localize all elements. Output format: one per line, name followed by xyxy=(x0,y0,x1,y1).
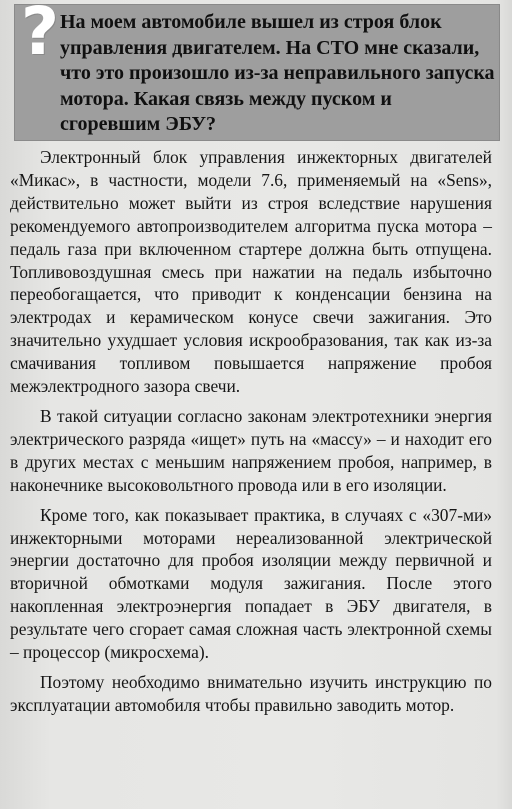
question-box xyxy=(14,0,500,141)
answer-paragraph-2: В такой ситуации согласно законам электротехники энергия электрического разряда «ищет» путь на «массу» – и находит его в других местах с меньшим напряжением пробоя, например, в наконечнике высоковольтного провода или в его изоляции. xyxy=(10,405,492,495)
page-edge-shadow xyxy=(496,0,512,809)
answer-paragraph-1: Электронный блок управления инжекторных двигателей «Микас», в частности, модели 7.6, применяемый на «Sens», действительно может выйти из строя вследствие нарушения рекомендуемого автопроизводителем алгоритма пуска мотора – педаль газа при включенном стартере должна быть отпущена. Топливовоздушная смесь при нажатии на педаль избыточно переобогащается, что приводит к конденсации бензина на электродах и керамическом конусе свечи зажигания. Это значительно ухудшает условия искрообразования, так как из-за смачивания топливом повышается напряжение пробоя межэлектродного зазора свечи. xyxy=(10,147,492,397)
question-mark-icon: ? xyxy=(20,0,60,70)
answer-paragraph-4: Поэтому необходимо внимательно изучить инструкцию по эксплуатации автомобиля чтобы правильно заводить мотор. xyxy=(10,671,492,715)
question-text: На моем автомобиле вышел из строя блок управления двигателем. На СТО мне сказали, что это произошло из-за неправильного запуска мотора. Какая связь между пуском и сгоревшим ЭБУ? xyxy=(60,11,495,135)
answer-article xyxy=(10,146,492,724)
answer-paragraph-3: Кроме того, как показывает практика, в случаях с «307-ми» инжекторными моторами нереализованной электрической энергии достаточно для пробоя изоляции между первичной и вторичной обмотками модуля зажигания. После этого накопленная электроэнергия попадает в ЭБУ двигателя, в результате чего сгорает самая сложная часть электронной схемы – процессор (микросхема). xyxy=(10,504,492,663)
